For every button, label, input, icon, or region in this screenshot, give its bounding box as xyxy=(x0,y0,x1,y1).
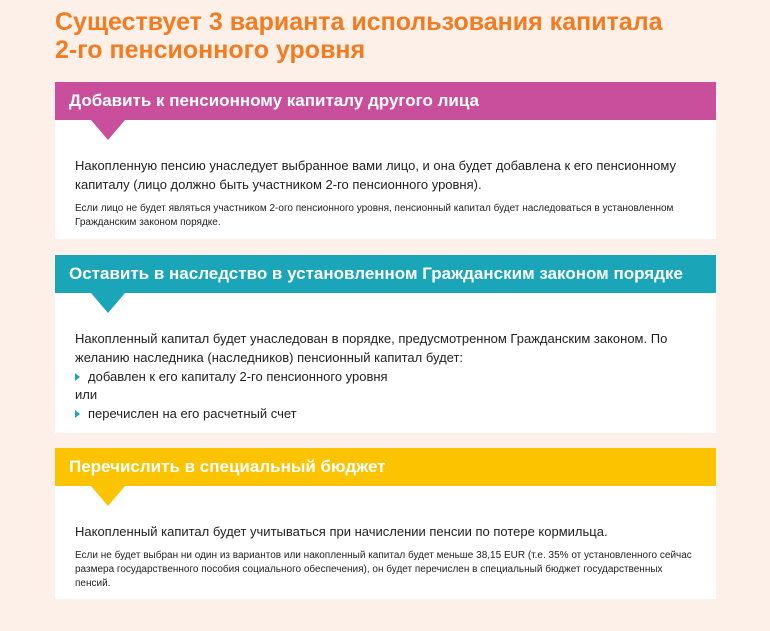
option-description: Накопленный капитал будет учитываться при начислении пенсии по потере кормильца. xyxy=(75,524,608,539)
or-separator: или xyxy=(75,387,98,402)
option-body xyxy=(55,486,716,591)
option-description: Накопленный капитал будет унаследован в порядке, предусмотренном Гражданским законом. По желанию наследника (наследников) пенсионный капитал будет: xyxy=(75,331,668,365)
option-card-inherit-by-person xyxy=(55,82,716,239)
page-title xyxy=(55,8,735,64)
header-pointer xyxy=(91,120,125,140)
list-item-label: добавлен к его капиталу 2-го пенсионного уровня xyxy=(88,369,388,384)
option-description: Накопленную пенсию унаследует выбранное вами лицо, и она будет добавлена к его пенсионному капиталу (лицо должно быть участником 2-го пенсионного уровня). xyxy=(75,158,676,192)
page-title-line-1: Существует 3 варианта использования капитала xyxy=(55,8,663,36)
option-card-special-budget xyxy=(55,448,716,599)
option-card-civil-law-inheritance xyxy=(55,255,716,433)
option-note: Если не будет выбран ни один из вариантов или накопленный капитал будет меньше 38,15 EUR (т.е. 35% от установленного сейчас размера государственного пособия социального обеспечения), он будет перечислен в специальный бюджет государственных пенсий. xyxy=(75,550,692,589)
list-item xyxy=(75,404,696,423)
list-item xyxy=(75,367,696,386)
option-body xyxy=(55,293,716,423)
bullet-arrow-icon xyxy=(75,373,80,381)
header-pointer xyxy=(91,293,125,313)
header-pointer xyxy=(91,486,125,506)
option-header-inherit-by-person: Добавить к пенсионному капиталу другого лица xyxy=(55,82,716,120)
option-header-special-budget: Перечислить в специальный бюджет xyxy=(55,448,716,486)
list-item-label: перечислен на его расчетный счет xyxy=(88,406,297,421)
bullet-arrow-icon xyxy=(75,410,80,418)
option-note: Если лицо не будет являться участником 2-ого пенсионного уровня, пенсионный капитал будет наследоваться в установленном Гражданским законом порядке. xyxy=(75,203,674,228)
option-header-civil-law-inheritance: Оставить в наследство в установленном Гражданским законом порядке xyxy=(55,255,716,293)
option-body xyxy=(55,120,716,230)
page-title-line-2: 2-го пенсионного уровня xyxy=(55,36,366,64)
